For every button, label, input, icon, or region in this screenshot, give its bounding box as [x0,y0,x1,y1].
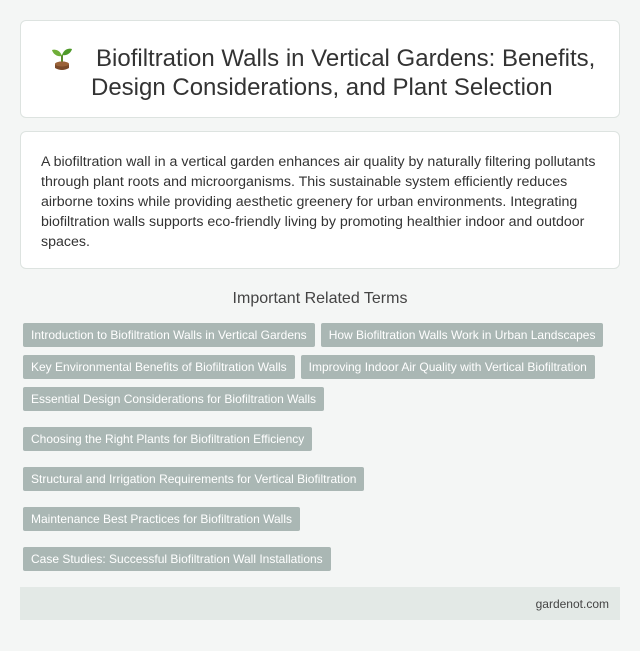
related-term-tag[interactable]: How Biofiltration Walls Work in Urban Landscapes [321,323,604,347]
related-term-tag[interactable]: Essential Design Considerations for Biofiltration Walls [23,387,324,411]
related-term-tag[interactable]: Improving Indoor Air Quality with Vertical Biofiltration [301,355,595,379]
intro-card [20,131,620,269]
footer [20,587,620,620]
page-title: Biofiltration Walls in Vertical Gardens: Benefits, Design Considerations, and Plant Selection [91,45,596,101]
related-term-tag[interactable]: Structural and Irrigation Requirements for Vertical Biofiltration [23,467,364,491]
seedling-icon [47,44,77,74]
related-term-tag[interactable]: Maintenance Best Practices for Biofiltration Walls [23,507,300,531]
related-term-tag[interactable]: Key Environmental Benefits of Biofiltration Walls [23,355,295,379]
related-term-tag[interactable]: Choosing the Right Plants for Biofiltration Efficiency [23,427,312,451]
related-term-tag[interactable]: Case Studies: Successful Biofiltration Wall Installations [23,547,331,571]
footer-site-link[interactable]: gardenot.com [535,596,609,611]
related-term-tag[interactable]: Introduction to Biofiltration Walls in Vertical Gardens [23,323,315,347]
title-card [20,20,620,118]
related-terms-heading: Important Related Terms [232,290,408,307]
related-terms-list [20,323,620,611]
intro-paragraph: A biofiltration wall in a vertical garden enhances air quality by naturally filtering pollutants through plant roots and microorganisms. This sustainable system efficiently reduces airborne toxins while providing aesthetic greenery for urban environments. Integrating biofiltration walls supports eco-friendly living by promoting healthier indoor and outdoor spaces. [41,154,596,250]
